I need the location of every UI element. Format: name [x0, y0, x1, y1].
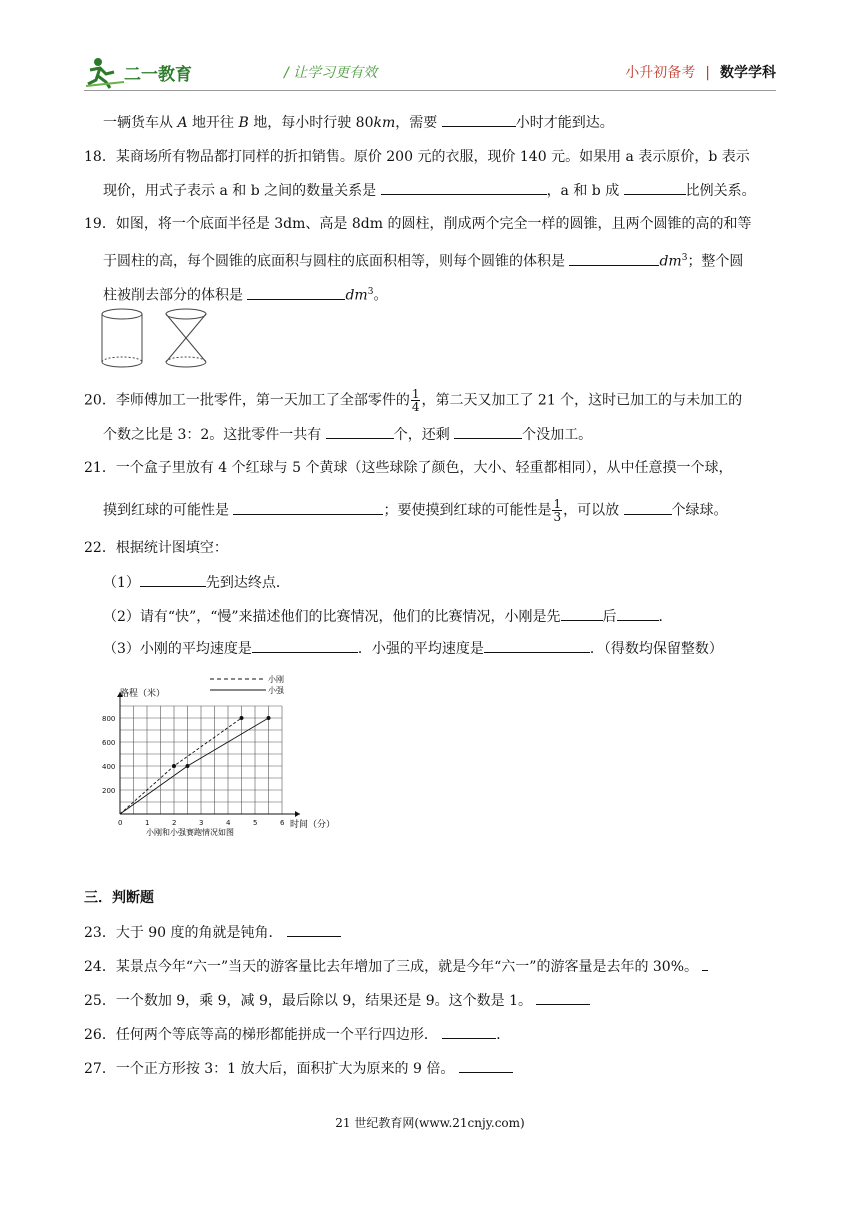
q22-part2	[103, 606, 673, 627]
q18-text: 某商场所有物品都打同样的折扣销售。原价 200 元的衣服，现价 140 元。如果用 a 表示原价，b 表示	[115, 149, 750, 165]
q17-unit: km	[373, 115, 396, 131]
q19-text-c: ；整个圆	[687, 253, 744, 270]
q27-text: 一个正方形按 3：1 放大后，面积扩大为原来的 9 倍。	[115, 1061, 455, 1077]
q22-blank-1[interactable]	[140, 572, 206, 587]
q22-p2-text-c: ．	[658, 609, 673, 625]
series-point-小刚	[240, 716, 244, 720]
q21-frac-num: 1	[553, 497, 562, 511]
q19-unit-1: dm	[659, 253, 682, 270]
y-axis-label: 路程（米）	[120, 689, 166, 699]
q21-blank-1[interactable]	[233, 500, 383, 515]
x-tick-label: 3	[199, 819, 204, 827]
q17-text-e: 小时才能到达。	[515, 115, 614, 131]
x-tick-label: 5	[253, 819, 258, 827]
chart-tick-labels	[102, 715, 285, 827]
q17-point-b: B	[238, 115, 249, 131]
q22-part1	[103, 572, 290, 593]
q20-blank-1[interactable]	[326, 424, 394, 439]
page-header	[84, 56, 776, 92]
y-tick-label: 800	[102, 715, 116, 723]
series-point-小刚	[172, 764, 176, 768]
q20-text-e: 个没加工。	[522, 427, 593, 443]
q26-tail: ．	[496, 1027, 511, 1043]
chart-legend	[210, 674, 285, 695]
x-tick-label: 0	[118, 819, 123, 827]
x-tick-label: 2	[172, 819, 177, 827]
q23-number: 23．	[84, 925, 116, 941]
q20-line2	[103, 424, 592, 445]
q26-blank[interactable]	[442, 1024, 496, 1039]
q27-number: 27．	[84, 1061, 116, 1077]
chart-grid	[120, 706, 282, 814]
q18-blank-2[interactable]	[624, 180, 686, 195]
x-axis-arrow-icon	[295, 811, 300, 817]
q22-blank-2[interactable]	[561, 606, 603, 621]
y-tick-label: 600	[102, 739, 116, 747]
q18-text-b: ，a 和 b 成	[546, 183, 624, 199]
q19-number: 19．	[84, 216, 116, 232]
q21-number: 21．	[84, 460, 116, 476]
q25-number: 25．	[84, 993, 116, 1009]
q21-text-b: ；要使摸到红球的可能性是	[383, 502, 552, 519]
q19-line3	[103, 282, 387, 306]
category-label: 小升初备考	[625, 65, 696, 81]
q21-line1	[84, 458, 732, 478]
logo-text: 二一教育	[124, 65, 192, 85]
chart-series	[120, 716, 271, 814]
chart-axes	[117, 692, 300, 817]
x-tick-label: 6	[280, 819, 285, 827]
q19-text-d: 柱被削去部分的体积是	[103, 287, 248, 304]
q23	[84, 922, 341, 943]
q22-number: 22．	[84, 540, 116, 556]
page-footer: 21 世纪教育网(www.21cnjy.com)	[335, 1116, 525, 1130]
q20-text-b: ，第二天又加工了 21 个，这时已加工的与未加工的	[421, 392, 743, 409]
q25-text: 一个数加 9，乘 9，减 9，最后除以 9，结果还是 9。这个数是 1。	[115, 993, 532, 1009]
q18-number: 18．	[84, 149, 116, 165]
q24-blank[interactable]	[702, 956, 708, 971]
legend-label-小强: 小强	[268, 686, 284, 695]
q17-point-a: A	[177, 115, 188, 131]
q24-number: 24．	[84, 959, 116, 975]
q22-part3	[103, 638, 723, 659]
x-tick-label: 4	[226, 819, 231, 827]
header-rule	[84, 90, 776, 91]
q26-text: 任何两个等底等高的梯形都能拼成一个平行四边形．	[115, 1027, 438, 1043]
q19-line2	[103, 248, 743, 272]
q20-frac-num: 1	[411, 387, 420, 401]
q17-text-a: 一辆货车从	[103, 115, 178, 131]
logo	[84, 56, 234, 90]
q22-title	[84, 538, 228, 558]
q21-frac-den: 3	[553, 510, 562, 524]
section-3-title: 三．判断题	[84, 890, 154, 906]
q17-text-b: 地开往	[187, 115, 239, 131]
q21-text-d: 个绿球。	[671, 502, 728, 519]
q20-number: 20．	[84, 392, 116, 409]
q23-text: 大于 90 度的角就是钝角．	[115, 925, 283, 941]
q24	[84, 956, 708, 977]
y-tick-label: 200	[102, 787, 116, 795]
q19-exp-2: 3	[367, 287, 374, 297]
q22-blank-4[interactable]	[252, 638, 358, 653]
series-point-小强	[186, 764, 190, 768]
q22-blank-3[interactable]	[617, 606, 659, 621]
q19-unit-2: dm	[345, 287, 368, 304]
q26	[84, 1024, 510, 1045]
chart-caption: 小刚和小强赛跑情况如图	[146, 828, 234, 837]
q21-line2	[103, 498, 728, 523]
q18-text-a: 现价，用式子表示 a 和 b 之间的数量关系是	[103, 183, 381, 199]
q22-p2-text-b: 后	[602, 609, 617, 625]
q18-text-c: 比例关系。	[685, 183, 756, 199]
slogan: / 让学习更有效	[284, 65, 378, 81]
legend-label-小刚: 小刚	[268, 675, 284, 684]
q17-text-c: 地，每小时行驶 80	[248, 115, 374, 131]
q20-frac-den: 4	[411, 400, 420, 414]
q19-text-a: 于圆柱的高，每个圆锥的底面积与圆柱的底面积相等，则每个圆锥的体积是	[103, 253, 570, 270]
q19-exp-1: 3	[681, 253, 688, 263]
q23-blank[interactable]	[287, 922, 341, 937]
q27-blank[interactable]	[459, 1058, 513, 1073]
q19-line1	[84, 214, 751, 234]
q22-p1-label: （1）	[103, 575, 140, 591]
q22-p1-text: 先到达终点．	[205, 575, 290, 591]
series-point-小强	[267, 716, 271, 720]
q19-text-e: 。	[373, 287, 388, 304]
q21-text-a: 摸到红球的可能性是	[103, 502, 234, 519]
q17-answer-blank[interactable]	[442, 112, 516, 127]
q19-figures	[98, 306, 218, 372]
q21-fraction	[552, 498, 562, 523]
q19-blank-2[interactable]	[247, 285, 345, 300]
q22-blank-5[interactable]	[484, 638, 590, 653]
q25	[84, 990, 590, 1011]
q25-blank[interactable]	[536, 990, 590, 1005]
q21-blank-2[interactable]	[624, 500, 672, 515]
x-tick-label: 1	[145, 819, 150, 827]
q22-p2-text-a: （2）请有“快”，“慢”来描述他们的比赛情况，他们的比赛情况，小刚是先	[103, 609, 561, 625]
q22-title-text: 根据统计图填空：	[115, 540, 228, 556]
q27	[84, 1058, 513, 1079]
x-axis-label: 时间（分）	[290, 820, 336, 830]
y-tick-label: 400	[102, 763, 116, 771]
q18-line1	[84, 147, 750, 167]
q22-p3-text-a: （3）小刚的平均速度是	[103, 641, 252, 657]
q22-p3-text-b: ．小强的平均速度是	[357, 641, 484, 657]
header-divider: |	[705, 65, 710, 81]
header-right	[625, 62, 776, 82]
q26-number: 26．	[84, 1027, 116, 1043]
q19-blank-1[interactable]	[569, 251, 659, 266]
runner-logo-icon	[84, 56, 234, 90]
cylinder-figure	[102, 309, 142, 367]
q19-text: 如图，将一个底面半径是 3dm、高是 8dm 的圆柱，削成两个完全一样的圆锥，且两个圆锥的高的和等	[115, 216, 752, 232]
q20-text-a: 李师傅加工一批零件，第一天加工了全部零件的	[115, 392, 410, 409]
q21-text: 一个盒子里放有 4 个红球与 5 个黄球（这些球除了颜色，大小、轻重都相同），从中任意摸一个球，	[115, 460, 733, 476]
q20-line1	[84, 388, 742, 413]
q20-fraction	[411, 388, 421, 413]
q24-text: 某景点今年“六一”当天的游客量比去年增加了三成，就是今年“六一”的游客量是去年的 30%。	[115, 959, 699, 975]
q18-line2	[103, 180, 756, 201]
q22-p3-text-c: ．（得数均保留整数）	[589, 641, 723, 657]
subject-label: 数学学科	[720, 65, 776, 81]
q20-text-c: 个数之比是 3：2。这批零件一共有	[103, 427, 326, 443]
q18-blank-1[interactable]	[381, 180, 547, 195]
race-chart	[98, 670, 348, 840]
double-cone-figure	[166, 309, 206, 367]
q20-blank-2[interactable]	[454, 424, 522, 439]
q17-text-d: ，需要	[395, 115, 442, 131]
q20-text-d: 个，还剩	[393, 427, 455, 443]
q21-text-c: ，可以放	[563, 502, 624, 519]
q17-tail	[103, 112, 614, 133]
